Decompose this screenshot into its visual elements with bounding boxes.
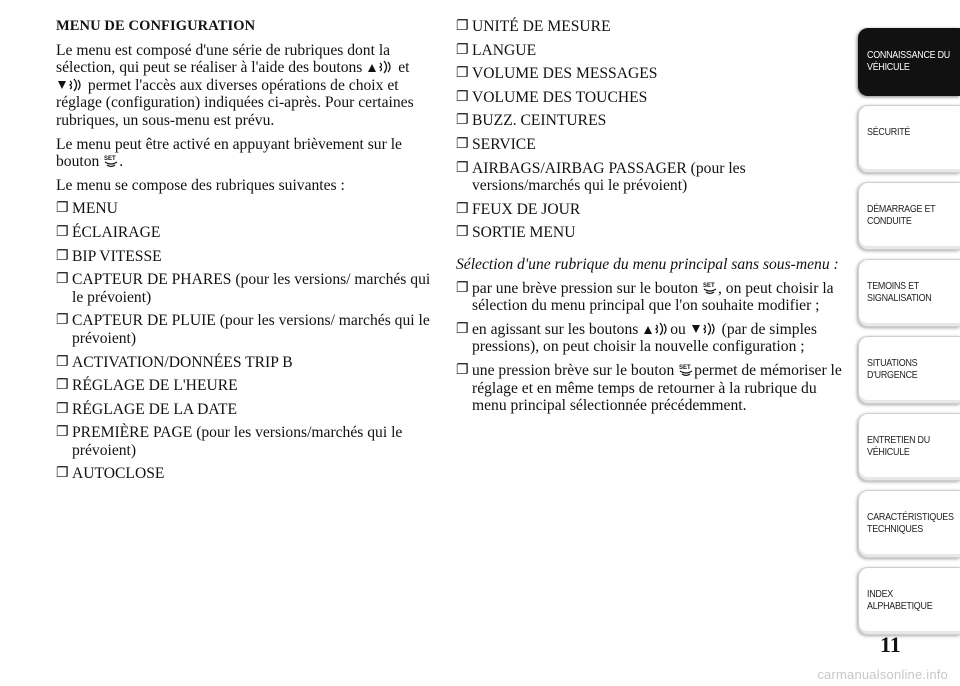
checkbox-icon: ❐: [456, 160, 469, 176]
list-item: ❐ RÉGLAGE DE L'HEURE: [56, 377, 238, 395]
down-arrow-button-icon: [690, 322, 718, 336]
checkbox-icon: ❐: [456, 280, 469, 296]
checkbox-icon: ❐: [56, 425, 69, 441]
tab-demarrage-et-conduite[interactable]: DÉMARRAGE ET CONDUITE: [858, 182, 960, 250]
list-item: ❐ VOLUME DES TOUCHES: [456, 88, 648, 106]
tab-temoins-et-signalisation[interactable]: TEMOINS ET SIGNALISATION: [858, 259, 960, 327]
list-item: ❐ CAPTEUR DE PHARES (pour les versions/ marchés qui le prévoient): [56, 271, 431, 306]
list-item: ❐ UNITÉ DE MESURE: [456, 18, 611, 35]
checkbox-icon: ❐: [456, 321, 469, 337]
list-item: ❐ ACTIVATION/DONNÉES TRIP B: [56, 353, 293, 371]
subheading: Sélection d'une rubrique du menu principal sans sous-menu :: [456, 255, 839, 273]
checkbox-icon: ❐: [56, 378, 69, 394]
list-item: ❐ BIP VITESSE: [56, 247, 162, 265]
list-item: ❐ SERVICE: [456, 135, 536, 153]
svg-text:SET: SET: [104, 156, 116, 163]
list-item: ❐ PREMIÈRE PAGE (pour les versions/marchés qui le prévoient): [56, 424, 403, 459]
checkbox-icon: ❐: [456, 113, 469, 129]
activation-paragraph: Le menu peut être activé en appuyant brièvement sur le bouton SET .: [56, 135, 402, 171]
checkbox-icon: ❐: [56, 401, 69, 417]
tab-index-alphabetique[interactable]: INDEX ALPHABETIQUE: [858, 567, 960, 635]
checkbox-icon: ❐: [56, 248, 69, 264]
checkbox-icon: ❐: [456, 225, 469, 241]
menu-intro-paragraph: Le menu se compose des rubriques suivantes :: [56, 176, 345, 194]
list-item: ❐ LANGUE: [456, 41, 537, 59]
svg-text:SET: SET: [679, 364, 691, 371]
up-arrow-button-icon: [366, 60, 394, 74]
checkbox-icon: ❐: [56, 224, 69, 240]
list-item: ❐ AUTOCLOSE: [56, 465, 165, 483]
tab-entretien-du-vehicule[interactable]: ENTRETIEN DU VÉHICULE: [858, 413, 960, 481]
right-column: [456, 18, 846, 421]
menu-items-list-left: [56, 200, 436, 483]
page-number: 11: [880, 632, 901, 657]
list-item: ❐ RÉGLAGE DE LA DATE: [56, 400, 238, 418]
up-arrow-button-icon: [642, 322, 670, 336]
step-item: ❐ en agissant sur les boutons ou (par de simples pressions), on peut choisir la nouvelle configuration ;: [456, 320, 817, 356]
list-item: ❐ AIRBAGS/AIRBAG PASSAGER (pour les versions/marchés qui le prévoient): [456, 159, 746, 195]
list-item: ❐ ÉCLAIRAGE: [56, 223, 161, 241]
menu-items-list-right: [456, 18, 846, 242]
list-item: ❐ MENU: [56, 200, 118, 218]
checkbox-icon: ❐: [56, 272, 69, 288]
tab-situations-d-urgence[interactable]: SITUATIONS D'URGENCE: [858, 336, 960, 404]
list-item: ❐ FEUX DE JOUR: [456, 200, 581, 218]
procedure-steps: [456, 280, 846, 415]
checkbox-icon: ❐: [456, 362, 469, 378]
checkbox-icon: ❐: [56, 466, 69, 482]
watermark: carmanualsonline.info: [817, 667, 948, 682]
list-item: ❐ CAPTEUR DE PLUIE (pour les versions/ marchés qui le prévoient): [56, 312, 430, 347]
list-item: ❐ VOLUME DES MESSAGES: [456, 65, 658, 83]
tab-caracteristiques-techniques[interactable]: CARACTÉRISTIQUES TECHNIQUES: [858, 490, 960, 558]
checkbox-icon: ❐: [56, 313, 69, 329]
checkbox-icon: ❐: [456, 136, 469, 152]
chapter-tabs: [858, 28, 960, 644]
set-button-icon: [702, 281, 718, 295]
set-button-icon: [678, 363, 694, 377]
checkbox-icon: ❐: [56, 201, 69, 217]
set-button-icon: [103, 154, 119, 168]
checkbox-icon: ❐: [456, 42, 469, 58]
list-item: ❐ BUZZ. CEINTURES: [456, 112, 607, 130]
checkbox-icon: ❐: [456, 89, 469, 105]
left-column: [56, 18, 436, 489]
checkbox-icon: ❐: [456, 66, 469, 82]
list-item: ❐ SORTIE MENU: [456, 224, 576, 242]
step-item: ❐ une pression brève sur le bouton SET permet de mémoriser le réglage et en même temps de retourner à la rubrique du menu principal sélectionnée précédemment.: [456, 361, 842, 415]
down-arrow-button-icon: [56, 78, 84, 92]
checkbox-icon: ❐: [56, 354, 69, 370]
tab-securite[interactable]: SÉCURITÉ: [858, 105, 960, 173]
checkbox-icon: ❐: [456, 19, 469, 34]
intro-paragraph: Le menu est composé d'une série de rubriques dont la sélection, qui peut se réaliser à l'aide des boutons et permet l'accès aux diverses opérations de choix et réglage (configuration) indiquées ci-après. Pour certaines rubriques, un sous-menu est prévu.: [56, 41, 414, 129]
checkbox-icon: ❐: [456, 201, 469, 217]
step-item: ❐ par une brève pression sur le bouton SET , on peut choisir la sélection du menu principal que l'on souhaite modifier ;: [456, 279, 834, 315]
section-heading: MENU DE CONFIGURATION: [56, 18, 256, 34]
svg-text:SET: SET: [702, 282, 715, 289]
tab-connaissance-du-vehicule[interactable]: CONNAISSANCE DU VÉHICULE: [858, 28, 960, 96]
